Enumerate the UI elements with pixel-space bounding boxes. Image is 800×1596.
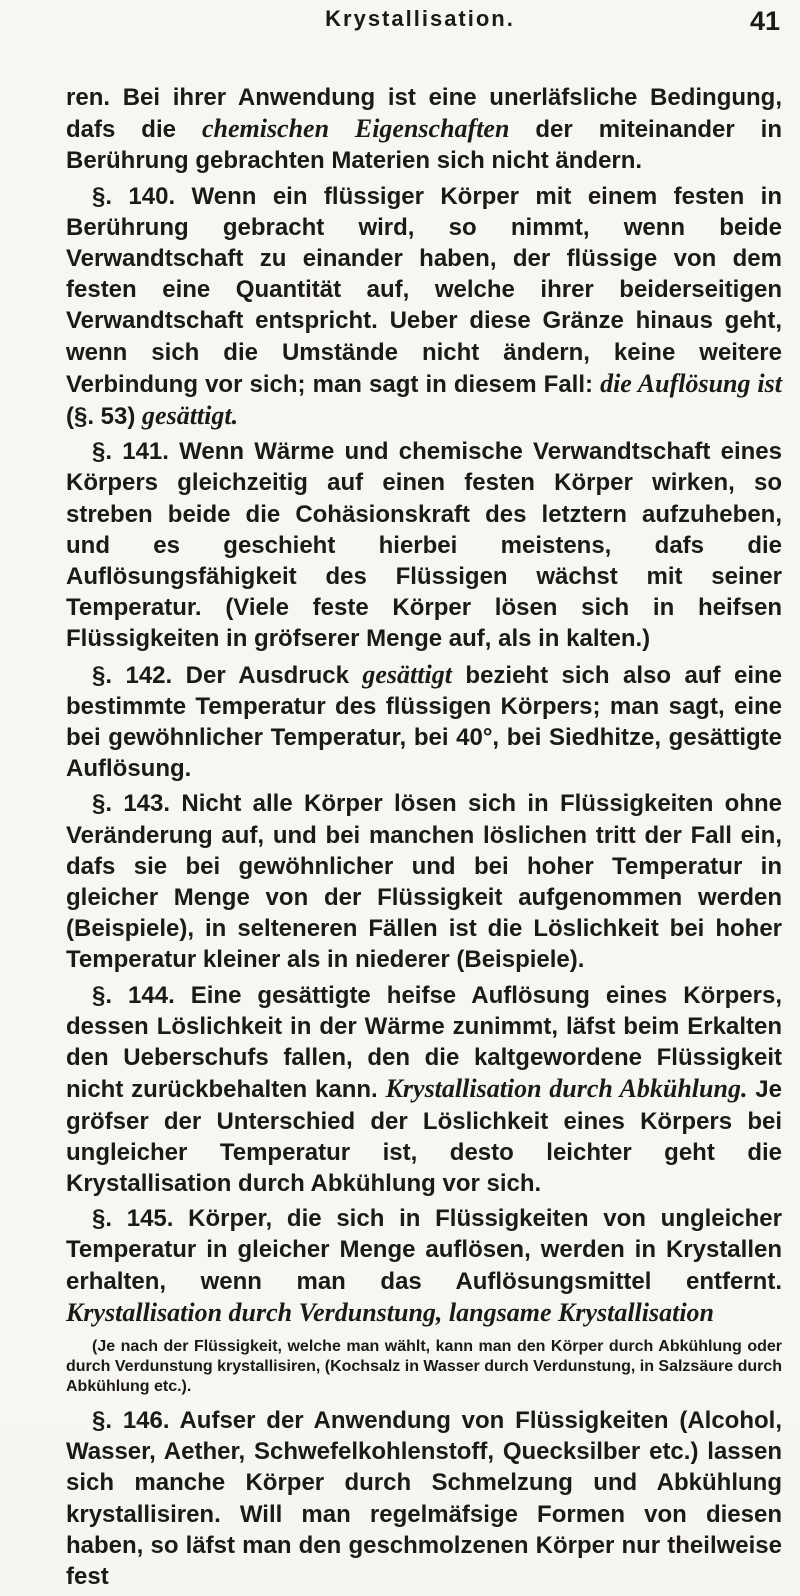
text-run: Je gröfser der Unterschied der Löslichkeit eines Körpers bei ungleicher Temperatur ist, desto leichter geht die Krystallisation durch Abkühlung vor sich.	[66, 1076, 782, 1197]
paragraph-section-145	[66, 1203, 782, 1329]
section-number: §. 140.	[92, 182, 176, 210]
text-run: Wenn Wärme und chemische Verwandtschaft eines Körpers gleichzeitig auf einen festen Körper wirken, so streben beide die Cohäsionskraft des letztern aufzuheben, und es geschieht hierbei meistens, dafs die Auflösungsfähigkeit des Flüssigen wächst mit seiner Temperatur. (Viele feste Körper lösen sich in heifsen Flüssigkeiten in gröfserer Menge auf, als in kalten.)	[66, 438, 782, 653]
emphasis-krystallisation-abkuhlung: Krystallisation durch Abkühlung.	[385, 1074, 748, 1104]
section-number: §. 142.	[92, 661, 173, 689]
running-title: Krystallisation.	[325, 6, 515, 31]
section-number: §. 145.	[92, 1205, 174, 1233]
text-run: Wenn ein flüssiger Körper mit einem festen in Berührung gebracht wird, so nimmt, wenn beide Verwandtschaft zu einander haben, der flüssige von dem festen eine Quantität auf, welche ihrer beiderseitigen Verwandtschaft entspricht. Ueber diese Gränze hinaus geht, wenn sich die Umstände nicht ändern, keine weitere Verbindung vor sich; man sagt in diesem Fall:	[66, 182, 782, 398]
paragraph-section-141	[66, 436, 782, 654]
emphasis-krystallisation-verdunstung: Krystallisation durch Verdunstung, langsame Krystallisation	[66, 1297, 715, 1327]
emphasis-gesattigt: gesättigt.	[142, 401, 239, 431]
emphasis-gesattigt: gesättigt	[362, 659, 452, 689]
running-head	[60, 6, 780, 46]
body-text	[66, 82, 782, 1596]
paragraph-section-146	[66, 1405, 782, 1592]
emphasis-auflosung-ist: die Auflösung ist	[600, 368, 782, 398]
paragraph-section-140	[66, 181, 782, 433]
section-number: §. 144.	[92, 981, 175, 1009]
text-run: Aufser der Anwendung von Flüssigkeiten (Alcohol, Wasser, Aether, Schwefelkohlenstoff, Quecksilber etc.) lassen sich manche Körper durch Schmelzung und Abkühlung krystallisiren. Will man regelmäfsige Formen von diesen haben, so läfst man den geschmolzenen Körper nur theilweise fest	[66, 1406, 782, 1590]
text-run: Der Ausdruck	[172, 661, 363, 689]
text-run: Eine gesättigte heifse Auflösung eines Körpers, dessen Löslichkeit in der Wärme zunimmt, läfst beim Erkalten den Ueberschufs fallen, den die kaltgewordene Flüssigkeit nicht zurückbehalten kann.	[66, 981, 782, 1104]
page-number: 41	[749, 6, 780, 36]
text-run: ren. Bei ihrer Anwendung ist eine unerläfsliche Bedingung, dafs die	[66, 84, 782, 144]
emphasis-chemische-eigenschaften: chemischen Eigenschaften	[201, 114, 510, 144]
paragraph-section-142	[66, 659, 782, 785]
section-number: §. 141.	[92, 438, 169, 466]
section-number: §. 146.	[92, 1406, 170, 1434]
text-run: Körper, die sich in Flüssigkeiten von ungleicher Temperatur in gleicher Menge auflösen, werden in Krystallen erhalten, wenn man das Auflösungsmittel entfernt.	[66, 1205, 782, 1295]
text-run: der miteinander in Berührung gebrachten Materien sich nicht ändern.	[66, 116, 783, 175]
paragraph-section-144	[66, 980, 782, 1199]
text-run: Nicht alle Körper lösen sich in Flüssigkeiten ohne Veränderung auf, und bei manchen löslichen tritt der Fall ein, dafs sie bei gewöhnlicher und bei hoher Temperatur in gleicher Menge von der Flüssigkeit aufgenommen werden (Beispiele), in selteneren Fällen ist die Löslichkeit bei hoher Temperatur kleiner als in niederer (Beispiele).	[66, 790, 782, 974]
paragraph-section-143	[66, 788, 782, 975]
footnote-paragraph: (Je nach der Flüssigkeit, welche man wählt, kann man den Körper durch Abkühlung oder durch Verdunstung krystallisiren, (Kochsalz in Wasser durch Verdunstung, in Salzsäure durch Abkühlung etc.).	[66, 1337, 783, 1395]
text-run: (§. 53)	[66, 403, 143, 431]
text-run: bezieht sich also auf eine bestimmte Temperatur des flüssigen Körpers; man sagt, eine bei gewöhnlicher Temperatur, bei 40°, bei Siedhitze, gesättigte Auflösung.	[66, 661, 782, 783]
section-number: §. 143.	[92, 790, 171, 818]
paragraph-continuation	[66, 82, 782, 177]
